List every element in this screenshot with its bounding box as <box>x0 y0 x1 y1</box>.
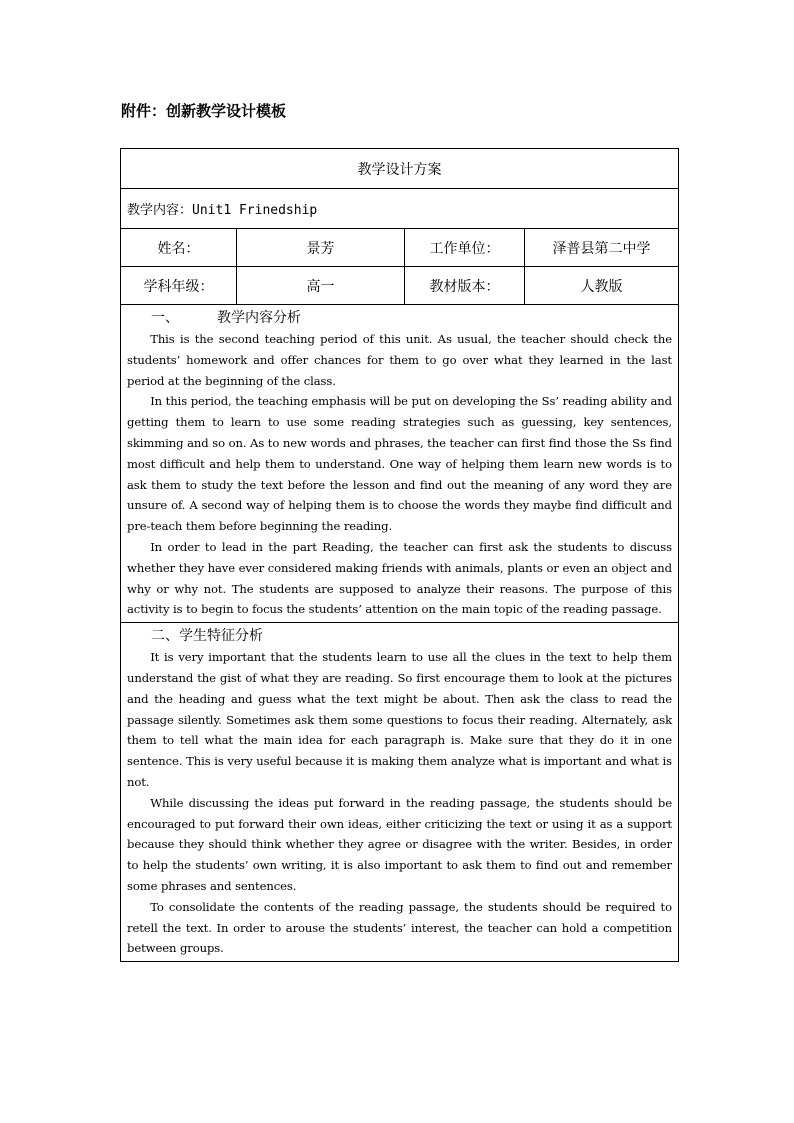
document-heading: 附件：创新教学设计模板 <box>121 102 287 120</box>
edition-value: 人教版 <box>525 267 679 305</box>
grade-value: 高一 <box>237 267 405 305</box>
section-1-number: 一、 <box>151 310 179 326</box>
section-2-heading: 二、学生特征分析 <box>151 628 263 645</box>
section-2-paragraph: To consolidate the contents of the reading passage, the students should be required to retell the text. In order to arouse the students’ interest, the teacher can hold a competition between groups. <box>127 899 672 956</box>
name-value: 景芳 <box>237 229 405 267</box>
teaching-content-cell <box>121 189 679 229</box>
section-1-paragraph: This is the second teaching period of this unit. As usual, the teacher should check the students’ homework and offer chances for them to go over what they learned in the last period at the beginning of the class. <box>127 332 672 388</box>
table-title: 教学设计方案 <box>121 149 679 189</box>
teaching-content-label: 教学内容： <box>127 203 193 218</box>
section-1-title: 教学内容分析 <box>217 310 301 326</box>
section-1-paragraph: In this period, the teaching emphasis will be put on developing the Ss’ reading ability and getting them to learn to use some reading strategies such as guessing, key sentences, skimming and so on. As to new words and phrases, the teacher can first find those the Ss find most difficult and help them to understand. One way of helping them learn new words is to ask them to study the text before the lesson and find out the meaning of any word they are unsure of. A second way of helping them is to choose the words they maybe find difficult and pre-teach them before beginning the reading. <box>127 394 672 534</box>
section-1-paragraph: In order to lead in the part Reading, the teacher can first ask the students to discuss whether they have ever considered making friends with animals, plants or even an object and why or why not. The students are supposed to analyze their reasons. The purpose of this activity is to begin to focus the students’ attention on the main topic of the reading passage. <box>127 539 672 617</box>
section-2-paragraph: It is very important that the students learn to use all the clues in the text to help them understand the gist of what they are reading. So first encourage them to look at the pictures and the heading and guess what the text might be about. Then ask the class to read the passage silently. Sometimes ask them some questions to focus their reading. Alternately, ask them to tell what the main idea for each paragraph is. Make sure that they do it in one sentence. This is very useful because it is making them analyze what is important and what is not. <box>127 650 672 789</box>
content-row <box>121 189 679 229</box>
work-unit-label: 工作单位： <box>405 229 525 267</box>
teaching-content-value: Unit1 Frinedship <box>192 203 318 218</box>
student-analysis-section <box>121 623 679 962</box>
edition-label: 教材版本： <box>405 267 525 305</box>
teaching-design-table <box>120 148 679 962</box>
section-2-row <box>121 623 679 962</box>
content-analysis-section <box>121 305 679 623</box>
work-unit-value: 泽普县第二中学 <box>525 229 679 267</box>
grade-label: 学科年级： <box>121 267 237 305</box>
info-row-2 <box>121 267 679 305</box>
section-1-heading <box>127 307 672 329</box>
title-row <box>121 149 679 189</box>
section-1-row <box>121 305 679 623</box>
name-label: 姓名： <box>121 229 237 267</box>
info-row-1 <box>121 229 679 267</box>
section-2-paragraph: While discussing the ideas put forward in the reading passage, the students should be encouraged to put forward their own ideas, either criticizing the text or using it as a support because they should think whether they agree or disagree with the writer. Besides, in order to help the students’ own writing, it is also important to ask them to find out and remember some phrases and sentences. <box>127 795 672 893</box>
